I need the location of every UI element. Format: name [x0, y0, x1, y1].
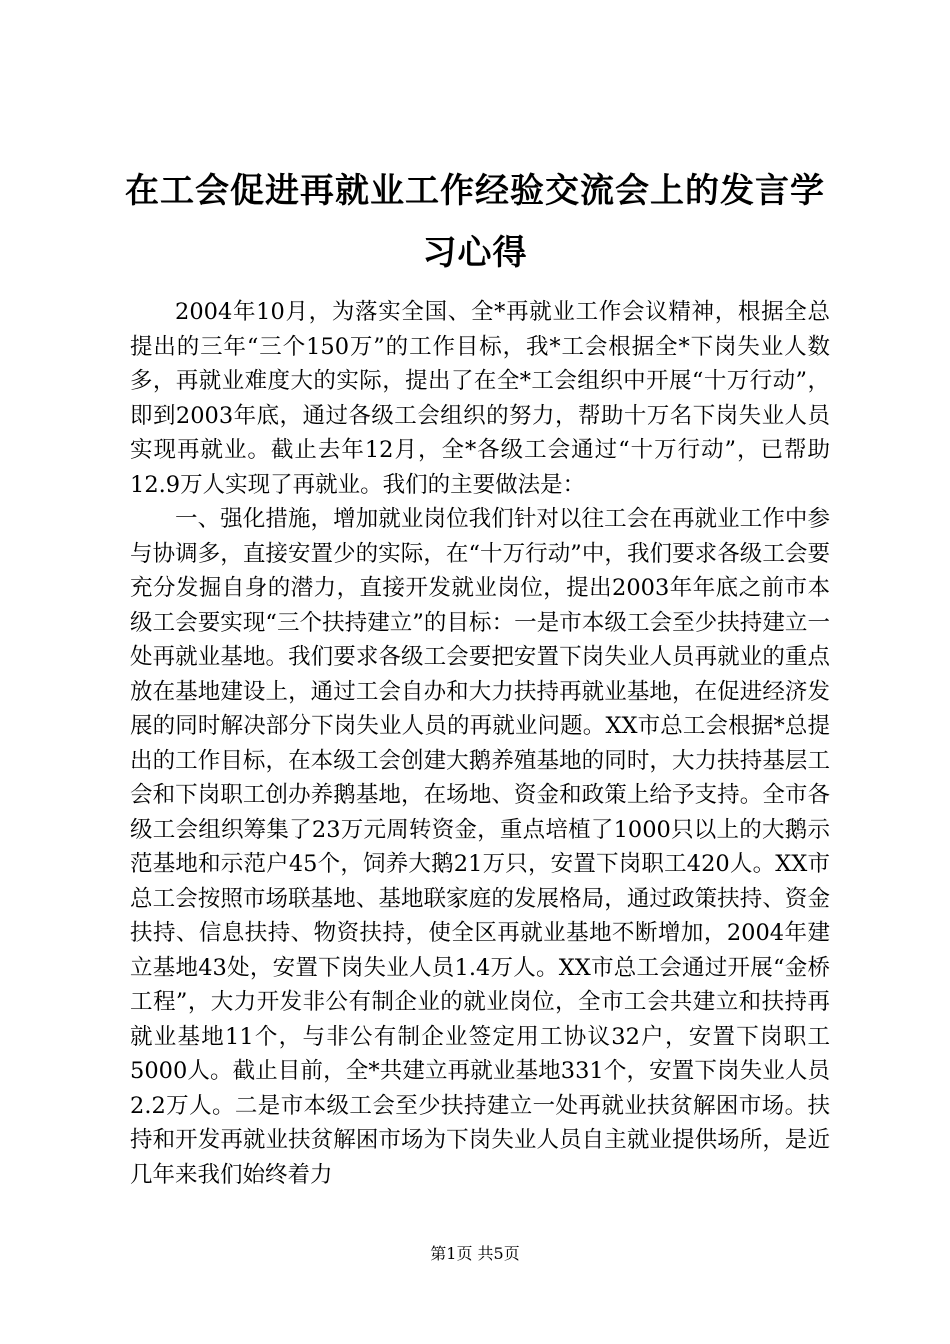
paragraph-measures: 一、强化措施，增加就业岗位我们针对以往工会在再就业工作中参与协调多，直接安置少的实际，在“十万行动”中，我们要求各级工会要充分发掘自身的潜力，直接开发就业岗位，提出2003年年底之前市本级工会要实现“三个扶持建立”的目标：一是市本级工会至少扶持建立一处再就业基地。我们要求各级工会要把安置下岗失业人员再就业的重点放在基地建设上，通过工会自办和大力扶持再就业基地，在促进经济发展的同时解决部分下岗失业人员的再就业问题。XX市总工会根据*总提出的工作目标，在本级工会创建大鹅养殖基地的同时，大力扶持基层工会和下岗职工创办养鹅基地，在场地、资金和政策上给予支持。全市各级工会组织筹集了23万元周转资金，重点培植了1000只以上的大鹅示范基地和示范户45个，饲养大鹅21万只，安置下岗职工420人。XX市总工会按照市场联基地、基地联家庭的发展格局，通过政策扶持、资金扶持、信息扶持、物资扶持，使全区再就业基地不断增加，2004年建立基地43处，安置下岗失业人员1.4万人。XX市总工会通过开展“金桥工程”，大力开发非公有制企业的就业岗位，全市工会共建立和扶持再就业基地11个，与非公有制企业签定用工协议32户，安置下岗职工5000人。截止目前，全*共建立再就业基地331个，安置下岗失业人员2.2万人。二是市本级工会至少扶持建立一处再就业扶贫解困市场。扶持和开发再就业扶贫解困市场为下岗失业人员自主就业提供场所，是近几年来我们始终着力: [130, 506, 830, 1188]
document-body: [130, 295, 830, 1192]
paragraph-intro: 2004年10月，为落实全国、全*再就业工作会议精神，根据全总提出的三年“三个150万”的工作目标，我*工会根据全*下岗失业人数多，再就业难度大的实际，提出了在全*工会组织中开展“十万行动”，即到2003年底，通过各级工会组织的努力，帮助十万名下岗失业人员实现再就业。截止去年12月，全*各级工会通过“十万行动”，已帮助12.9万人实现了再就业。我们的主要做法是：: [130, 299, 830, 498]
page-footer: 第1页 共5页: [430, 1244, 520, 1263]
document-title: 在工会促进再就业工作经验交流会上的发言学习心得: [125, 171, 825, 273]
